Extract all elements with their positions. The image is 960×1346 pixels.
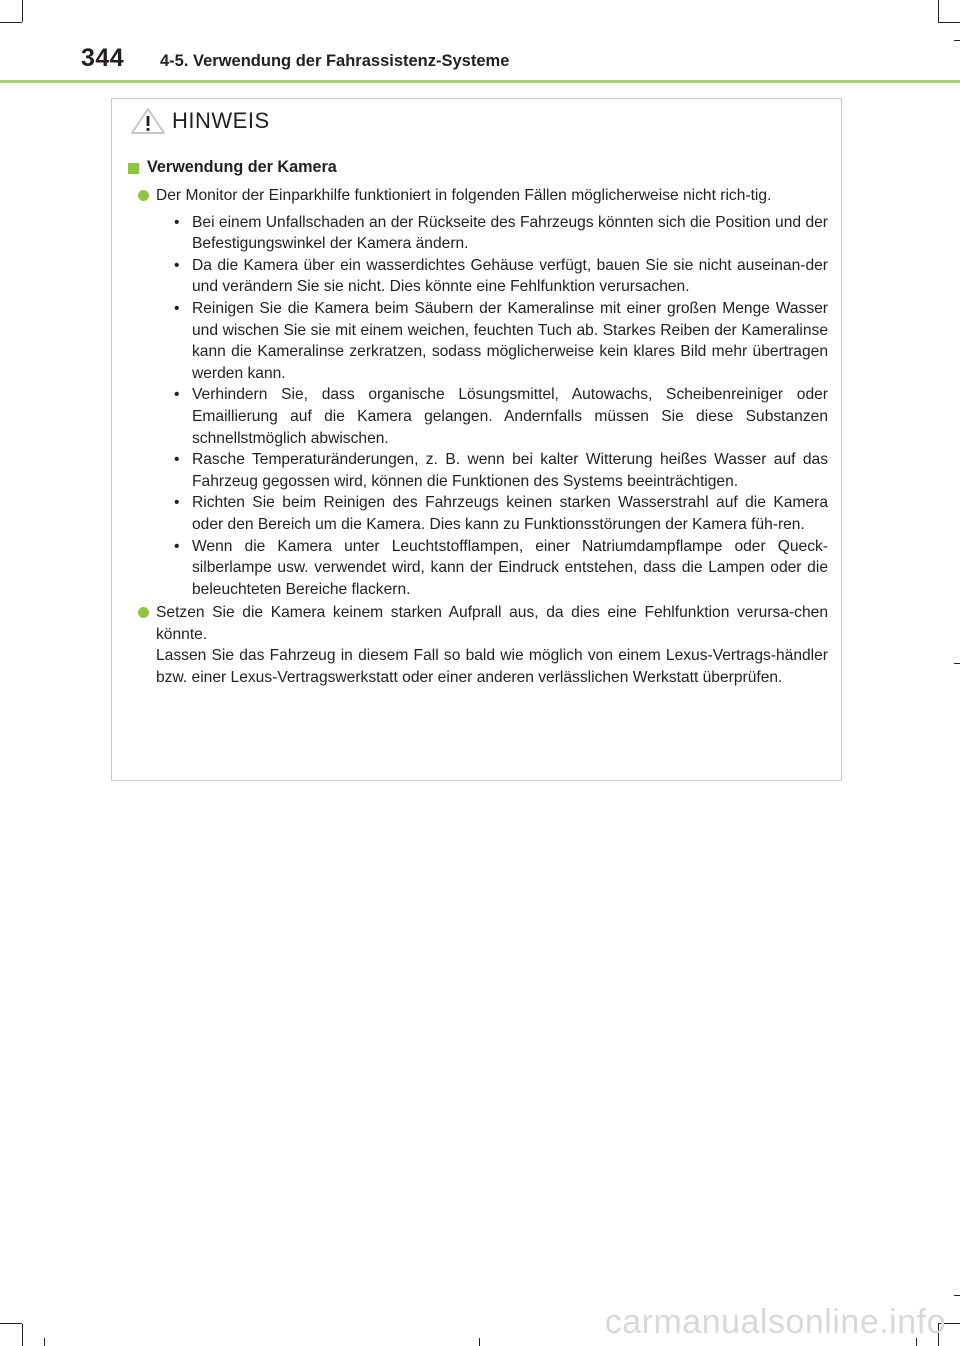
bullet-mark: • xyxy=(174,537,180,555)
notice-content xyxy=(128,157,828,693)
page-number: 344 xyxy=(81,44,125,72)
sub-item-text: Rasche Temperaturänderungen, z. B. wenn bei kalter Witterung heißes Wasser auf das Fahrzeug gegossen wird, können die Funktionen des Systems beeinträchtigen. xyxy=(192,451,828,490)
bullet-mark: • xyxy=(174,213,180,231)
sub-item-text: Richten Sie beim Reinigen des Fahrzeugs keinen starken Wasserstrahl auf die Kamera oder den Bereich um die Kamera. Dies kann zu Funktionsstörungen der Kamera füh-ren. xyxy=(192,494,828,533)
notice-header xyxy=(130,107,270,135)
item-text: Der Monitor der Einparkhilfe funktioniert in folgenden Fällen möglicherweise nicht rich-tig. xyxy=(156,187,772,204)
sub-list-item xyxy=(174,298,828,384)
sub-item-text: Bei einem Unfallschaden an der Rückseite des Fahrzeugs könnten sich die Position und der Befestigungswinkel der Kamera ändern. xyxy=(192,213,828,253)
item-extra-text: Lassen Sie das Fahrzeug in diesem Fall so bald wie möglich von einem Lexus-Vertrags-händler bzw. einer Lexus-Vertragswerkstatt oder einer anderen verlässlichen Werkstatt überprüfen. xyxy=(156,647,828,687)
bullet-mark: • xyxy=(174,256,180,274)
sub-list-item xyxy=(174,492,828,535)
square-bullet-icon xyxy=(128,163,139,174)
page-header xyxy=(0,0,960,84)
sub-list-item xyxy=(174,536,828,601)
crop-mark xyxy=(954,663,960,664)
sub-list-item xyxy=(174,212,828,255)
dot-bullet-icon xyxy=(138,190,149,201)
notice-box xyxy=(111,98,842,781)
list-item xyxy=(128,185,828,207)
bullet-mark: • xyxy=(174,494,180,512)
warning-triangle-icon xyxy=(130,107,166,135)
crop-mark xyxy=(22,1324,23,1346)
sub-item-text: Da die Kamera über ein wasserdichtes Gehäuse verfügt, bauen Sie sie nicht auseinan-der und verändern Sie sie nicht. Dies könnte eine Fehlfunktion verursachen. xyxy=(192,256,828,296)
subhead xyxy=(128,157,828,179)
bullet-mark: • xyxy=(174,299,180,317)
header-rule xyxy=(0,80,960,83)
crop-mark xyxy=(479,1338,480,1346)
crop-mark xyxy=(954,1295,960,1296)
watermark: carmanualsonline.info xyxy=(604,1303,946,1341)
bullet-mark: • xyxy=(174,386,180,404)
sub-item-text: Verhindern Sie, dass organische Lösungsmittel, Autowachs, Scheibenreiniger oder Emaillierung auf die Kamera gelangen. Andernfalls müssen Sie diese Substanzen schnellstmöglich abwischen. xyxy=(192,386,828,447)
item-text: Setzen Sie die Kamera keinem starken Aufprall aus, da dies eine Fehlfunktion verursa-chen könnte. xyxy=(156,604,828,643)
bullet-mark: • xyxy=(174,451,180,469)
crop-mark xyxy=(0,1323,22,1324)
dot-bullet-icon xyxy=(138,607,149,618)
crop-mark xyxy=(44,1338,45,1346)
sub-list xyxy=(128,212,828,601)
list-item xyxy=(128,602,828,688)
sub-list-item xyxy=(174,449,828,492)
section-title: 4-5. Verwendung der Fahrassistenz-Systeme xyxy=(160,52,510,70)
sub-item-text: Wenn die Kamera unter Leuchtstofflampen, einer Natriumdampflampe oder Queck-silberlampe usw. verwendet wird, kann der Eindruck entstehen, dass die Lampen oder die beleuchteten Bereiche flackern. xyxy=(192,537,828,598)
sub-list-item xyxy=(174,384,828,449)
subhead-label: Verwendung der Kamera xyxy=(147,158,337,177)
sub-list-item xyxy=(174,255,828,298)
notice-title: HINWEIS xyxy=(172,108,270,133)
sub-item-text: Reinigen Sie die Kamera beim Säubern der Kameralinse mit einer großen Menge Wasser und wischen Sie sie mit einem weichen, feuchten Tuch ab. Starkes Reiben der Kameralinse kann die Kameralinse zerkratzen, sodass möglicherweise kein klares Bild mehr übertragen werden kann. xyxy=(192,299,828,382)
